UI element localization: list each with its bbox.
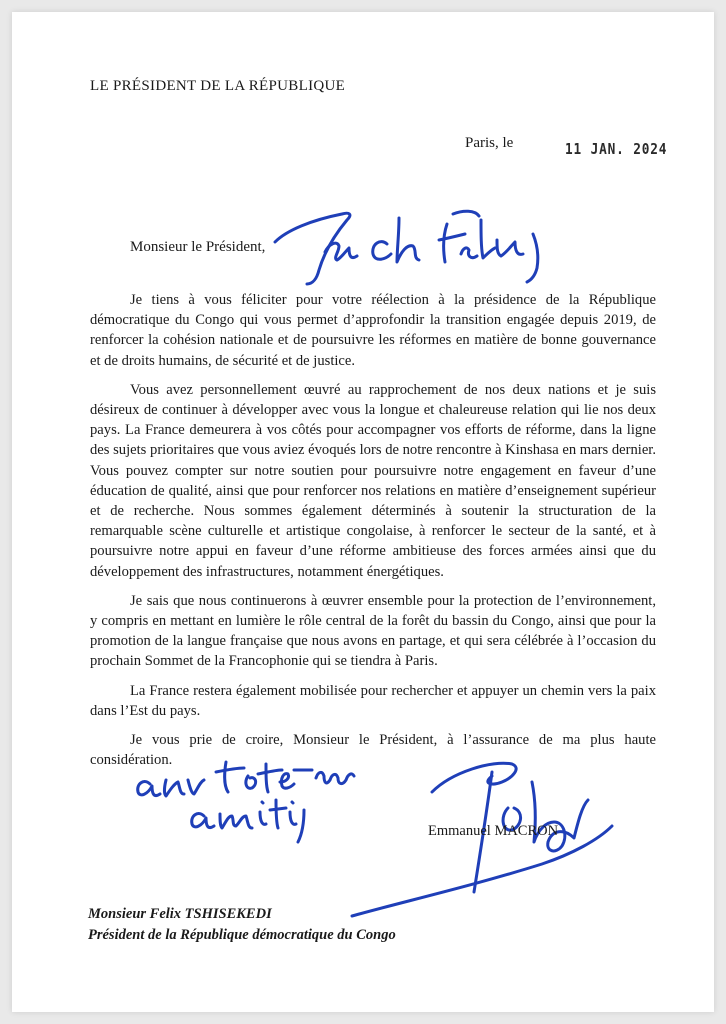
signatory-name: Emmanuel MACRON xyxy=(428,823,559,839)
letter-body xyxy=(90,290,656,779)
handwritten-greeting xyxy=(267,200,567,290)
paragraph-peace: La France restera également mobilisée pour rechercher et appuyer un chemin vers la paix dans l’Est du pays. xyxy=(90,682,656,719)
date-stamp: 11 JAN. 2024 xyxy=(565,140,668,158)
place-label: Paris, le xyxy=(465,135,514,151)
paragraph-closing: Je vous prie de croire, Monsieur le Président, à l’assurance de ma plus haute considération. xyxy=(90,732,656,769)
letter-page xyxy=(12,12,714,1012)
paragraph-environment: Je sais que nous continuerons à œuvrer ensemble pour la protection de l’environnement, y compris en mettant en lumière le rôle central de la forêt du bassin du Congo, ainsi que pour la promotion de la langue française que nous avons en partage, et qui sera célébrée à l’occasion du prochain Sommet de la Francophonie qui se tiendra à Paris. xyxy=(90,592,656,670)
recipient-title: Président de la République démocratique du Congo xyxy=(88,927,396,943)
recipient-block xyxy=(88,904,396,946)
letterhead-title: LE PRÉSIDENT DE LA RÉPUBLIQUE xyxy=(90,78,346,94)
paragraph-cooperation: Vous avez personnellement œuvré au rapprochement de nos deux nations et je suis désireux de continuer à développer avec vous la longue et chaleureuse relation qui lie nos deux pays. La France demeurera à vos côtés pour accompagner vos efforts de réforme, dans la ligne des sujets prioritaires que vous aviez évoqués lors de notre rencontre à Kinshasa en mars dernier. Vous pouvez compter sur notre soutien pour poursuivre notre engagement en faveur d’une éducation de qualité, ainsi que pour renforcer nos relations en matière d’enseignement supérieur et de recherche. Nous sommes également déterminés à soutenir la structuration de la remarquable scène culturelle et artistique congolaise, à renforcer le secteur de la santé, et à poursuivre notre appui en faveur d’une réforme ambitieuse des forces armées ainsi que du développement des infrastructures, notamment énergétiques. xyxy=(90,381,656,580)
recipient-name: Monsieur Felix TSHISEKEDI xyxy=(88,906,272,922)
salutation: Monsieur le Président, xyxy=(130,239,266,255)
paragraph-congratulations: Je tiens à vous féliciter pour votre réélection à la présidence de la République démocratique du Congo qui vous permet d’approfondir la transition engagée depuis 2019, de renforcer la cohésion nationale et de poursuivre les réformes en matière de bonne gouvernance et de droits humains, de sécurité et de justice. xyxy=(90,292,656,369)
